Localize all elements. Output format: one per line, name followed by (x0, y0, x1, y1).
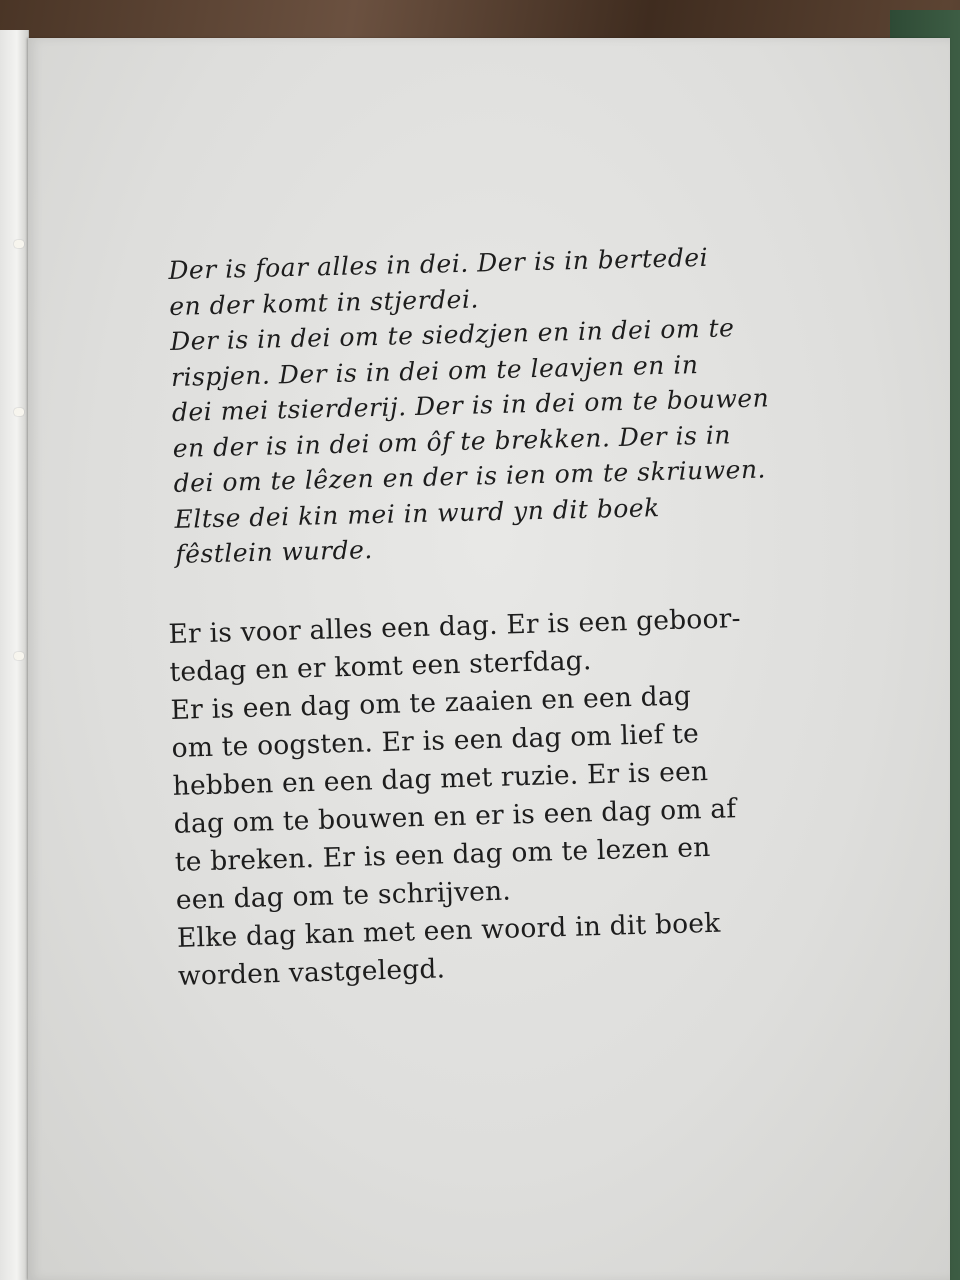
binding-stitch (14, 240, 24, 248)
frisian-line: Der is in dei om te siedzjen en in dei om te (169, 313, 735, 356)
facing-page-edge (0, 30, 29, 1280)
binding-stitch (14, 408, 24, 416)
frisian-line: dei mei tsierderij. Der is in dei om te bouwen (171, 383, 770, 427)
frisian-paragraph (168, 238, 796, 573)
dutch-line: Er is een dag om te zaaien en een dag (170, 680, 692, 726)
frisian-line: fêstlein wurde. (175, 535, 374, 569)
frisian-line: Eltse dei kin mei in wurd yn dit boek (174, 492, 661, 534)
dutch-line: worden vastgelegd. (177, 953, 446, 992)
frisian-line: en der komt in stjerdei. (168, 283, 480, 321)
dutch-line: tedag en er komt een sterfdag. (169, 645, 592, 688)
frisian-line: rispjen. Der is in dei om te leavjen en in (170, 349, 699, 392)
dutch-line: Elke dag kan met een woord in dit boek (176, 907, 721, 954)
dutch-line: Er is voor alles een dag. Er is een geboor- (168, 603, 742, 650)
dutch-line: om te oogsten. Er is een dag om lief te (171, 718, 700, 764)
binding-stitch (14, 652, 24, 660)
dutch-line: hebben en een dag met ruzie. Er is een (172, 755, 709, 802)
frisian-line: dei om te lêzen en der is ien om te skriuwen. (173, 454, 767, 498)
dutch-paragraph (168, 599, 798, 996)
frisian-line: Der is foar alles in dei. Der is in bertedei (168, 242, 709, 285)
dutch-line: dag om te bouwen en er is een dag om af (173, 793, 737, 840)
frisian-line: en der is in dei om ôf te brekken. Der is in (172, 419, 732, 463)
dutch-line: te breken. Er is een dag om te lezen en (174, 831, 711, 878)
dutch-line: een dag om te schrijven. (175, 875, 512, 916)
book-page (28, 38, 950, 1280)
